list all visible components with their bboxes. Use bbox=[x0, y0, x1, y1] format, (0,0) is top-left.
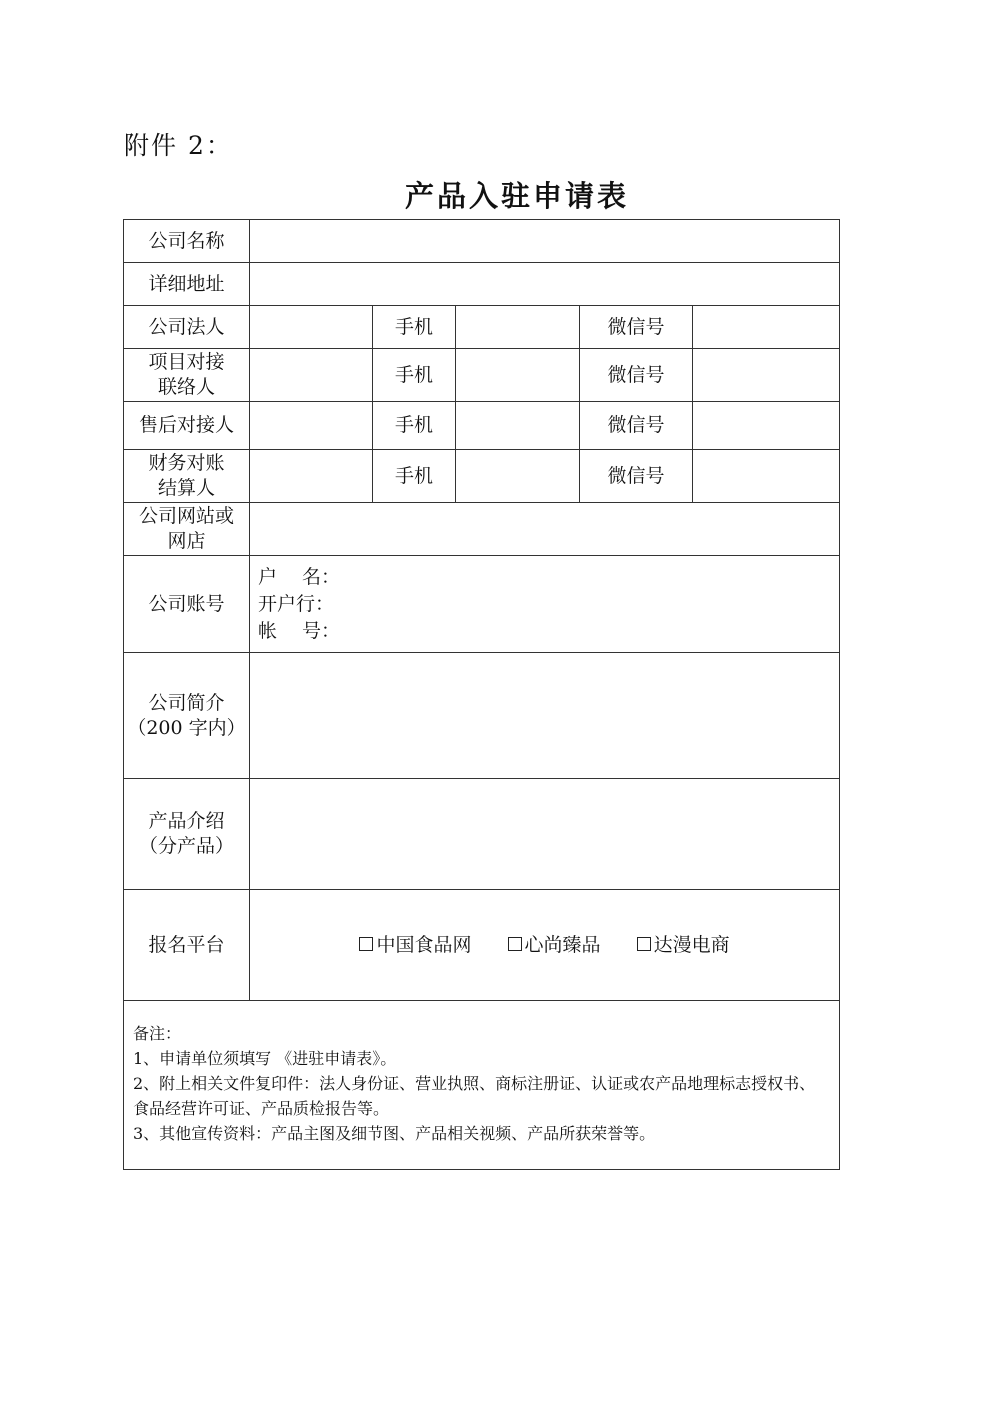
project-contact-label-line-2: 联络人 bbox=[157, 376, 215, 398]
platform-options bbox=[250, 890, 840, 1001]
note-item-1: 1、申请单位须填写 《进驻申请表》。 bbox=[133, 1049, 397, 1068]
platform-option-label: 达漫电商 bbox=[653, 933, 730, 956]
checkbox-icon[interactable] bbox=[508, 937, 522, 951]
row-company-name bbox=[124, 220, 840, 263]
project-contact-label bbox=[124, 349, 250, 402]
finance-contact-field[interactable] bbox=[250, 450, 373, 503]
address-field[interactable] bbox=[250, 263, 840, 306]
website-label-line-2: 网店 bbox=[167, 530, 206, 552]
row-project-contact bbox=[124, 349, 840, 402]
intro-field[interactable] bbox=[250, 653, 840, 779]
row-account bbox=[124, 556, 840, 653]
form-title: 产品入驻申请表 bbox=[404, 179, 629, 213]
account-holder-label: 户 名： bbox=[258, 565, 341, 588]
website-label-line-1: 公司网站或 bbox=[138, 505, 234, 527]
finance-phone-label: 手机 bbox=[373, 450, 456, 503]
account-bank-label: 开户行： bbox=[258, 592, 335, 615]
after-sales-phone-label: 手机 bbox=[373, 402, 456, 450]
platform-option-food-network[interactable] bbox=[359, 933, 471, 958]
legal-person-wechat-field[interactable] bbox=[693, 306, 840, 349]
account-field[interactable] bbox=[250, 556, 840, 653]
project-contact-phone-label: 手机 bbox=[373, 349, 456, 402]
platform-option-label: 中国食品网 bbox=[376, 933, 472, 956]
checkbox-icon[interactable] bbox=[359, 937, 373, 951]
finance-phone-field[interactable] bbox=[456, 450, 580, 503]
product-intro-label-line-2: （分产品） bbox=[138, 835, 234, 857]
project-contact-phone-field[interactable] bbox=[456, 349, 580, 402]
finance-contact-label-line-1: 财务对账 bbox=[148, 452, 225, 474]
after-sales-contact-field[interactable] bbox=[250, 402, 373, 450]
intro-label-line-1: 公司简介 bbox=[148, 691, 225, 714]
address-label: 详细地址 bbox=[124, 263, 250, 306]
row-address bbox=[124, 263, 840, 306]
product-intro-field[interactable] bbox=[250, 779, 840, 890]
after-sales-wechat-label: 微信号 bbox=[580, 402, 693, 450]
row-product-intro bbox=[124, 779, 840, 890]
legal-person-phone-label: 手机 bbox=[373, 306, 456, 349]
legal-person-wechat-label: 微信号 bbox=[580, 306, 693, 349]
row-website bbox=[124, 503, 840, 556]
website-field[interactable] bbox=[250, 503, 840, 556]
intro-label-line-2: （200 字内） bbox=[127, 716, 246, 739]
intro-label bbox=[124, 653, 250, 779]
legal-person-field[interactable] bbox=[250, 306, 373, 349]
checkbox-icon[interactable] bbox=[637, 937, 651, 951]
product-intro-label-line-1: 产品介绍 bbox=[148, 810, 225, 832]
account-label: 公司账号 bbox=[124, 556, 250, 653]
finance-contact-label-line-2: 结算人 bbox=[157, 477, 215, 499]
project-contact-wechat-label: 微信号 bbox=[580, 349, 693, 402]
row-notes bbox=[124, 1001, 840, 1170]
finance-contact-label bbox=[124, 450, 250, 503]
row-intro bbox=[124, 653, 840, 779]
row-legal-person bbox=[124, 306, 840, 349]
legal-person-phone-field[interactable] bbox=[456, 306, 580, 349]
project-contact-wechat-field[interactable] bbox=[693, 349, 840, 402]
row-after-sales-contact bbox=[124, 402, 840, 450]
project-contact-label-line-1: 项目对接 bbox=[148, 351, 225, 373]
row-finance-contact bbox=[124, 450, 840, 503]
after-sales-wechat-field[interactable] bbox=[693, 402, 840, 450]
company-name-field[interactable] bbox=[250, 220, 840, 263]
product-intro-label bbox=[124, 779, 250, 890]
platform-label: 报名平台 bbox=[124, 890, 250, 1001]
website-label bbox=[124, 503, 250, 556]
notes-heading: 备注： bbox=[133, 1024, 182, 1043]
application-form-table bbox=[123, 219, 840, 1170]
account-number-label: 帐 号： bbox=[258, 619, 341, 642]
note-item-3: 3、其他宣传资料：产品主图及细节图、产品相关视频、产品所获荣誉等。 bbox=[133, 1124, 656, 1143]
after-sales-phone-field[interactable] bbox=[456, 402, 580, 450]
finance-wechat-label: 微信号 bbox=[580, 450, 693, 503]
legal-person-label: 公司法人 bbox=[124, 306, 250, 349]
finance-wechat-field[interactable] bbox=[693, 450, 840, 503]
company-name-label: 公司名称 bbox=[124, 220, 250, 263]
attachment-label: 附件 2： bbox=[124, 131, 233, 160]
platform-option-label: 心尚臻品 bbox=[524, 933, 601, 956]
note-item-2: 2、附上相关文件复印件：法人身份证、营业执照、商标注册证、认证或农产品地理标志授权书、食品经营许可证、产品质检报告等。 bbox=[133, 1074, 816, 1118]
platform-option-daman[interactable] bbox=[637, 933, 730, 958]
platform-option-xinshang[interactable] bbox=[508, 933, 601, 958]
after-sales-contact-label: 售后对接人 bbox=[124, 402, 250, 450]
row-platform bbox=[124, 890, 840, 1001]
notes-section bbox=[124, 1001, 840, 1170]
project-contact-field[interactable] bbox=[250, 349, 373, 402]
